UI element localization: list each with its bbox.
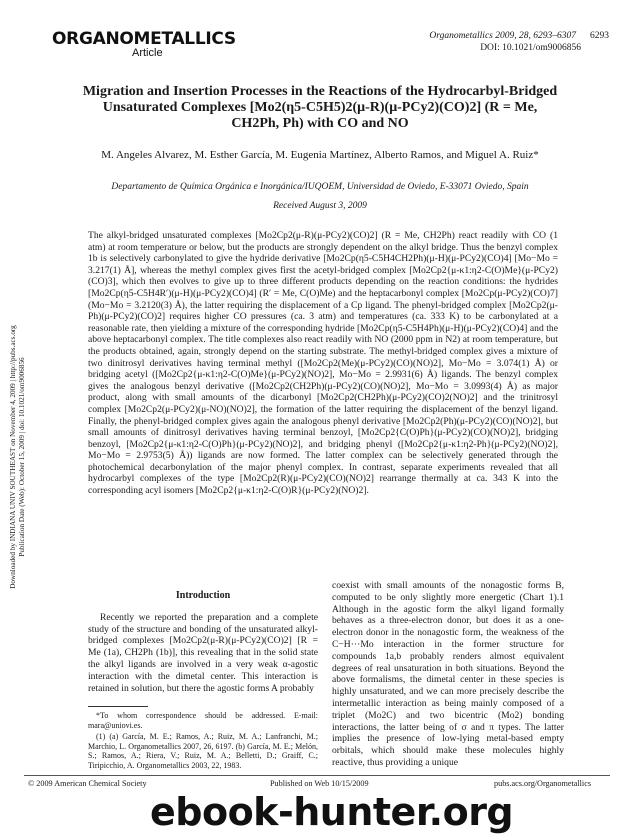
copyright-text: © 2009 American Chemical Society xyxy=(28,779,147,788)
right-column xyxy=(332,580,564,769)
footer-divider xyxy=(24,775,610,776)
received-date: Received August 3, 2009 xyxy=(273,201,367,211)
left-column xyxy=(88,590,318,772)
journal-url[interactable]: pubs.acs.org/Organometallics xyxy=(494,779,592,788)
section-label: Article xyxy=(132,47,163,59)
footnote-reference: (1) (a) García, M. E.; Ramos, A.; Ruiz, M. A.; Lanfranchi, M.; Marchio, L. Organometallics 2007, 26, 6197. (b) García, M. E.; Melón, S.; Ramos, A.; Riera, V.; Ruiz, M. A.; Belletti, D.; Graiff, C.; Tiripicchio, A. Organometallics 2003, 22, 1983. xyxy=(88,732,318,770)
doi-text: DOI: 10.1021/om9006856 xyxy=(480,43,581,53)
sidebar-line-2: Publication Date (Web): October 15, 2009 | doi: 10.1021/om9006856 xyxy=(18,357,26,557)
watermark: ebook-hunter.org xyxy=(150,790,514,834)
abstract: The alkyl-bridged unsaturated complexes [Mo2Cp2(μ-R)(μ-PCy2)(CO)2] (R = Me, CH2Ph) react readily with CO (1 atm) at room temperature or below, but the products are strongly dependent on the alkyl bridge. Thus the benzyl complex 1b is selectively carbonylated to give the hydride derivative [Mo2Cp(η5-C5H4CH2Ph)(μ-H)(μ-PCy2)(CO)4] [Mo−Mo = 3.217(1) Å], whereas the methyl complex gives first the acetyl-bridged complex [Mo2Cp2{μ-κ1:η2-C(O)Me}(μ-PCy2)(CO)3], which then evolves to give up to three different products depending on the reaction conditions: the hydrides [Mo2Cp(η5-C5H4R′)(μ-H)(μ-PCy2)(CO)4] (R′ = Me, C(O)Me) and the heptacarbonyl complex [Mo2Cp(μ-PCy2)(CO)7] (Mo−Mo = 3.2120(3) Å), the latter requiring the displacement of a Cp ligand. The phenyl-bridged complex [Mo2Cp2(μ-Ph)(μ-PCy2)(CO)2] requires higher CO pressures (ca. 3 atm) and temperatures (ca. 333 K) to be carbonylated at a reasonable rate, then yielding a mixture of the corresponding hydride [Mo2Cp(η5-C5H4Ph)(μ-H)(μ-PCy2)(CO)4] and the above heptacarbonyl complex. The title complexes also react readily with NO (2000 ppm in N2) at room temperature, but the products obtained, again, strongly depend on the starting substrate. The methyl-bridged complex gives a mixture of two dinitrosyl derivatives having terminal methyl ([Mo2Cp2(Me)(μ-PCy2)(CO)(NO)2], Mo−Mo = 3.074(1) Å) or bridging acetyl ([Mo2Cp2{μ-κ1:η2-C(O)Me}(μ-PCy2)(NO)2], Mo−Mo = 2.9931(6) Å) ligands. The benzyl complex gives the analogous benzyl derivative ([Mo2Cp2(CH2Ph)(μ-PCy2)(CO)(NO)2], Mo−Mo = 3.0993(4) Å) as major product, along with small amounts of the dicarbonyl [Mo2Cp2(CH2Ph)(μ-PCy2)(CO)2(NO)2] and the trinitrosyl complex [Mo2Cp2(μ-PCy2)(μ-NO)(NO)2], the formation of the latter requiring the displacement of the benzyl ligand. Finally, the phenyl-bridged complex gives again the analogous phenyl derivative [Mo2Cp2(Ph)(μ-PCy2)(CO)(NO)2], but small amounts of dinitrosyl derivatives having terminal benzoyl, [Mo2Cp2{C(O)Ph}(μ-PCy2)(CO)(NO)2], bridging benzoyl, [Mo2Cp2{μ-κ1:η2-C(O)Ph}(μ-PCy2)(NO)2], and bridging phenyl ([Mo2Cp2{μ-κ1:η2-Ph}(μ-PCy2)(NO)2], Mo−Mo = 2.9753(5) Å)) ligands are now formed. The latter complex can be selectively generated through the photochemical decarbonylation of the major phenyl complex. In contrast, separate experiments revealed that all hydrocarbyl complexes of the type [Mo2Cp2(R)(μ-PCy2)(CO)(NO)2] rearrange thermally at ca. 343 K into the corresponding acyl isomers [Mo2Cp2{μ-κ1:η2-C(O)R}(μ-PCy2)(NO)2]. xyxy=(88,230,558,497)
sidebar-line-1: Downloaded by INDIANA UNIV SOUTHEAST on November 4, 2009 | http://pubs.acs.org xyxy=(9,325,17,589)
intro-paragraph-left: Recently we reported the preparation and a complete study of the structure and bonding of the unsaturated alkyl-bridged complexes [Mo2Cp2(μ-R)(μ-PCy2)(CO)2] [R = Me (1a), CH2Ph (1b)], this revealing that in the solid state the alkyl ligands are involved in a very weak α-agostic interaction with the dimetal center. This interaction is retained in solution, but there the agostic forms A probably xyxy=(88,611,318,694)
footnote-divider xyxy=(88,706,148,707)
sidebar-text xyxy=(9,247,27,667)
footnote-correspondence: *To whom correspondence should be addressed. E-mail: mara@uniovi.es. xyxy=(88,711,318,730)
journal-logo-text: ORGANOMETALLICS xyxy=(52,29,236,49)
citation-block xyxy=(429,30,609,54)
affiliation: Departamento de Química Orgánica e Inorgánica/IUQOEM, Universidad de Oviedo, E-33071 Oviedo, Spain xyxy=(111,182,529,192)
download-sidebar xyxy=(6,250,30,670)
journal-logo xyxy=(52,30,236,59)
footnotes xyxy=(88,711,318,770)
published-date: Published on Web 10/15/2009 xyxy=(270,779,369,788)
page-number: 6293 xyxy=(590,31,609,41)
intro-paragraph-right: coexist with small amounts of the nonagostic forms B, computed to be only slightly more energetic (Chart 1).1 Although in the agostic form the alkyl ligand formally behaves as a three-electron donor, but does it as a one-electron donor in the nonagostic form, the weakness of the C−H···Mo interaction in the former structure for compounds 1a,b probably renders almost equivalent degrees of real unsaturation in both situations. Beyond the above formalisms, the dimetal center in these species is highly unsaturated, and we can more precisely describe the intermetallic interaction as being mainly composed of a triplet (Mo2C) and two bicentric (Mo2) bonding interactions, the latter being of σ and π types. The latter implies the presence of low-lying metal-based empty orbitals, which should make these molecules highly reactive, thus providing a unique xyxy=(332,580,564,768)
author-list: M. Angeles Alvarez, M. Esther García, M. Eugenia Martínez, Alberto Ramos, and Miguel A. Ruiz* xyxy=(101,149,539,161)
section-heading: Introduction xyxy=(175,590,231,601)
citation-text: Organometallics 2009, 28, 6293–6307 xyxy=(429,31,576,41)
article-title: Migration and Insertion Processes in the Reactions of the Hydrocarbyl-Bridged Unsaturated Complexes [Mo2(η5-C5H5)2(μ-R)(μ-PCy2)(CO)2] (R = Me, CH2Ph, Ph) with CO and NO xyxy=(82,84,558,131)
